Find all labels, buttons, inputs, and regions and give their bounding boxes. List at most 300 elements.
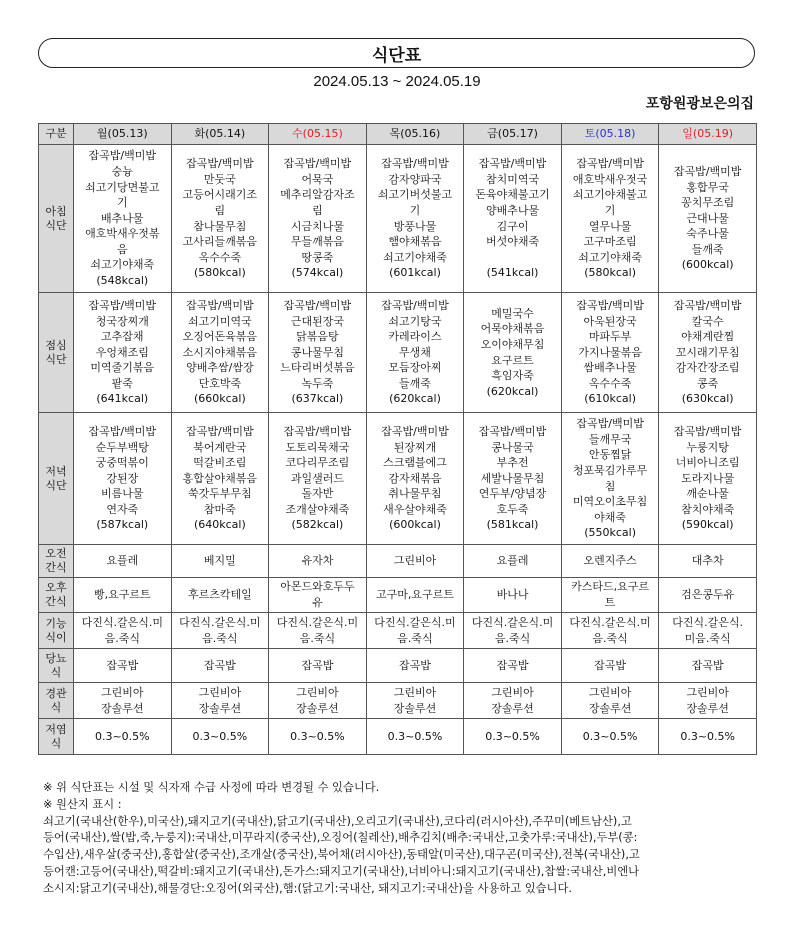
row-label: [39, 578, 74, 613]
menu-item: 홍합무국: [686, 180, 729, 194]
menu-item: 잡곡밥/백미밥: [186, 298, 254, 312]
menu-cell: [464, 545, 562, 578]
row-label-text: 아침: [45, 204, 67, 218]
menu-cell: [561, 613, 659, 649]
day-header: 월(05.13): [74, 124, 172, 145]
menu-item: 장솔루션: [686, 701, 729, 715]
menu-item: (581kcal): [486, 518, 539, 532]
origin-line: 쇠고기(국내산(한우),미국산),돼지고기(국내산),닭고기(국내산),오리고기(국내산),코다리(러시아산),주꾸미(베트남산),고: [43, 814, 632, 828]
menu-cell: [269, 613, 367, 649]
diabetic-diet-row: [39, 649, 757, 683]
menu-item: 그린비아: [686, 685, 729, 699]
menu-item: 0.3~0.5%: [582, 729, 638, 743]
menu-item: 0.3~0.5%: [94, 729, 150, 743]
lunch-row: [39, 293, 757, 413]
menu-item: 감자채볶음: [388, 471, 442, 485]
menu-item: 참마죽: [203, 502, 236, 516]
menu-cell: [464, 293, 562, 413]
menu-item: 비름나물: [101, 487, 144, 501]
menu-item: 옥수수죽: [198, 250, 242, 264]
row-label-text: 식단: [45, 218, 67, 232]
menu-item: 잡곡밥: [301, 658, 334, 672]
menu-item: 잡곡밥/백미밥: [88, 149, 157, 163]
menu-item: 림: [214, 203, 226, 217]
menu-cell: [561, 545, 659, 578]
menu-period: 2024.05.13 ~ 2024.05.19: [313, 73, 481, 90]
menu-cell: [269, 719, 367, 755]
row-label: [39, 413, 74, 545]
menu-item: 다진식.갈은식.미: [179, 615, 261, 629]
menu-cell: [171, 545, 269, 578]
menu-cell: [464, 719, 562, 755]
menu-cell: [74, 613, 172, 649]
menu-item: 미역줄기볶음: [90, 361, 155, 375]
menu-item: 잡곡밥: [594, 658, 627, 672]
menu-item: 세발나물무침: [480, 471, 545, 485]
menu-item: 안동찜닭: [588, 448, 632, 462]
menu-item: 느타리버섯볶음: [280, 361, 355, 375]
menu-item: (610kcal): [584, 392, 636, 406]
day-header: 수(05.15): [269, 124, 367, 145]
menu-item: 고사리들깨볶음: [182, 235, 258, 249]
menu-item: (580kcal): [584, 266, 636, 280]
menu-item: 잡곡밥/백미밥: [381, 157, 449, 171]
menu-item: 들깨죽: [399, 376, 431, 390]
menu-item: (637kcal): [291, 392, 344, 406]
menu-item: 어묵국: [301, 172, 334, 186]
menu-item: 후르츠칵테일: [187, 588, 252, 602]
menu-item: 숙주나물: [686, 227, 729, 241]
menu-item: 부추전: [496, 456, 529, 470]
menu-item: 우엉채조림: [95, 345, 149, 359]
menu-item: (620kcal): [486, 384, 539, 398]
menu-item: (641kcal): [96, 392, 149, 406]
menu-item: 근대나물: [686, 211, 729, 225]
menu-item: 음: [116, 242, 128, 256]
menu-cell: [366, 578, 464, 613]
menu-item: 미역오이초무침: [572, 495, 648, 509]
menu-item: 0.3~0.5%: [680, 729, 735, 743]
menu-cell: [659, 545, 757, 578]
row-label: [39, 145, 74, 293]
menu-item: 트: [604, 596, 616, 609]
row-label: [39, 293, 74, 413]
menu-item: 그린비아: [296, 685, 339, 699]
menu-cell: [659, 578, 757, 613]
menu-cell: [561, 683, 659, 719]
menu-cell: [74, 145, 172, 293]
menu-item: 장솔루션: [588, 701, 632, 715]
menu-item: 쇠고기야채불고: [572, 188, 648, 202]
menu-item: 오이야채무침: [480, 337, 545, 351]
menu-item: (582kcal): [291, 518, 344, 532]
menu-item: 잡곡밥/백미밥: [186, 157, 254, 171]
menu-item: 애호박새우젓국: [572, 172, 648, 186]
menu-item: 들깨죽: [691, 242, 724, 256]
menu-item: 무들깨볶음: [290, 235, 344, 249]
menu-item: 미음.죽식: [684, 631, 731, 645]
menu-item: 침: [604, 479, 616, 493]
menu-item: (600kcal): [389, 518, 441, 532]
row-label-text: 식이: [45, 630, 67, 644]
dinner-row: [39, 413, 757, 545]
menu-item: 쑥갓두부무침: [187, 487, 252, 501]
menu-cell: [366, 545, 464, 578]
menu-item: 옥수수죽: [588, 376, 632, 390]
menu-item: 다진식.갈은식.미: [81, 615, 163, 629]
menu-item: 잡곡밥/백미밥: [478, 157, 547, 171]
menu-cell: [659, 613, 757, 649]
menu-cell: [561, 145, 659, 293]
row-label-text: 오전: [45, 547, 67, 560]
menu-item: 된장찌개: [393, 440, 437, 454]
row-label-text: 식: [50, 665, 62, 679]
menu-item: 잡곡밥: [106, 658, 139, 672]
menu-item: 잡곡밥/백미밥: [88, 298, 157, 312]
row-label-text: 간식: [45, 561, 67, 574]
page-title: 식단표: [38, 38, 755, 68]
menu-item: 카스타드,요구르: [571, 580, 650, 594]
notes: [43, 780, 763, 898]
menu-item: 요플레: [106, 554, 139, 568]
menu-item: 꼬시래기무침: [675, 345, 740, 359]
menu-item: 오징어돈육볶음: [182, 330, 258, 344]
menu-item: 잡곡밥/백미밥: [478, 424, 547, 438]
menu-item: 떡갈비조림: [193, 456, 247, 470]
menu-cell: [464, 649, 562, 683]
menu-cell: [366, 613, 464, 649]
menu-cell: [561, 719, 659, 755]
menu-item: 아몬드와호두두: [280, 580, 355, 594]
menu-item: 배추나물: [101, 211, 144, 225]
menu-cell: [269, 145, 367, 293]
menu-item: 조개살야채죽: [285, 502, 350, 516]
menu-item: 음.죽식: [202, 631, 238, 645]
menu-item: 코다리무조림: [285, 456, 350, 470]
menu-item: 잡곡밥: [399, 658, 431, 672]
menu-item: 잡곡밥/백미밥: [673, 164, 742, 178]
row-label-text: 저녁: [45, 464, 67, 478]
menu-item: 야채죽: [594, 510, 627, 524]
menu-item: 감자간장조림: [675, 361, 740, 375]
menu-item: 스크램블에그: [383, 456, 447, 470]
menu-item: 오렌지주스: [583, 554, 637, 568]
origin-line: 수입산),새우살(중국산),홍합살(중국산),조개살(중국산),북어채(러시아산),동태알(미국산),대구곤(미국산),전복(국내산),고: [43, 848, 640, 862]
row-label-text: 저염: [45, 722, 67, 736]
row-label: [39, 545, 74, 578]
origin-line: 소시지:닭고기(국내산),해물경단:오징어(외국산),햄:(닭고기:국내산, 돼지고기:국내산)을 사용하고 있습니다.: [43, 881, 572, 895]
menu-item: (587kcal): [96, 518, 149, 532]
menu-item: (620kcal): [389, 392, 441, 406]
weekly-menu-table: [38, 123, 757, 755]
menu-item: 누룽지탕: [686, 440, 729, 454]
menu-cell: [171, 578, 269, 613]
menu-item: 고등어시래기조: [182, 188, 258, 202]
corner-label: 구분: [39, 124, 74, 145]
menu-item: 대추차: [691, 554, 724, 568]
menu-cell: [74, 293, 172, 413]
menu-item: 다진식.갈은식.미: [374, 615, 456, 629]
menu-item: 음.죽식: [397, 631, 433, 645]
menu-item: 0.3~0.5%: [387, 729, 443, 743]
menu-item: 방풍나물: [393, 219, 437, 233]
menu-item: 다진식.갈은식.미: [276, 615, 359, 629]
menu-cell: [74, 545, 172, 578]
row-label: [39, 613, 74, 649]
menu-item: 연자죽: [106, 502, 139, 516]
menu-item: 쇠고기야채죽: [383, 250, 447, 264]
menu-cell: [74, 719, 172, 755]
menu-item: 기: [116, 196, 128, 210]
menu-item: (590kcal): [681, 518, 734, 532]
menu-item: 요구르트: [491, 353, 534, 367]
menu-item: 취나물무침: [388, 487, 442, 501]
day-header-row: [39, 124, 757, 145]
menu-item: 그린비아: [393, 685, 437, 699]
menu-cell: [366, 413, 464, 545]
menu-cell: [366, 683, 464, 719]
menu-item: 0.3~0.5%: [192, 729, 248, 743]
menu-item: 강된장: [106, 471, 139, 485]
day-header: 일(05.19): [659, 124, 757, 145]
row-label: [39, 719, 74, 755]
menu-item: 칼국수: [691, 314, 724, 328]
menu-item: 장솔루션: [491, 701, 534, 715]
menu-item: 어묵야채볶음: [480, 322, 545, 336]
menu-cell: [464, 413, 562, 545]
menu-item: 잡곡밥/백미밥: [283, 298, 352, 312]
menu-item: 잡곡밥: [203, 658, 236, 672]
menu-item: 검은콩두유: [681, 588, 735, 602]
menu-item: 콩나물국: [491, 440, 534, 454]
menu-cell: [464, 145, 562, 293]
menu-item: 가지나물볶음: [578, 345, 642, 359]
menu-item: 기: [604, 203, 616, 217]
menu-item: 청포묵김가루무: [572, 463, 648, 477]
menu-item: 0.3~0.5%: [290, 729, 345, 743]
day-header: 목(05.16): [366, 124, 464, 145]
menu-item: (630kcal): [681, 392, 734, 406]
menu-item: 근대된장국: [290, 314, 344, 328]
menu-item: 북어계란국: [193, 440, 247, 454]
menu-item: 메밀국수: [491, 306, 534, 320]
menu-item: 잡곡밥/백미밥: [381, 298, 449, 312]
menu-item: 김구이: [496, 219, 529, 233]
menu-item: [511, 250, 515, 266]
menu-cell: [269, 578, 367, 613]
menu-cell: [464, 613, 562, 649]
am-snack-row: [39, 545, 757, 578]
menu-cell: [659, 413, 757, 545]
menu-item: 콩나물무침: [290, 345, 344, 359]
menu-item: 잡곡밥/백미밥: [88, 424, 157, 438]
menu-item: 잡곡밥: [691, 658, 724, 672]
menu-item: 청국장찌개: [95, 314, 149, 328]
menu-item: 그린비아: [393, 554, 437, 568]
menu-item: 야채계란찜: [681, 330, 735, 344]
menu-item: 잡곡밥/백미밥: [283, 157, 352, 171]
menu-item: 호두죽: [496, 502, 529, 516]
menu-item: 애호박새우젓볶: [85, 227, 160, 241]
menu-item: 쇠고기당면불고: [85, 180, 160, 194]
menu-item: 고추잡채: [101, 330, 144, 344]
menu-cell: [659, 649, 757, 683]
menu-item: (640kcal): [193, 518, 246, 532]
menu-item: 장솔루션: [393, 701, 437, 715]
menu-cell: [269, 545, 367, 578]
menu-item: 땅콩죽: [301, 250, 334, 264]
menu-cell: [659, 293, 757, 413]
menu-item: (550kcal): [584, 526, 636, 540]
menu-item: 모듬장아찌: [388, 361, 442, 375]
menu-item: 단호박죽: [198, 376, 242, 390]
menu-cell: [464, 578, 562, 613]
menu-cell: [171, 683, 269, 719]
low-salt-row: [39, 719, 757, 755]
menu-item: 양배추나물: [485, 203, 540, 217]
menu-item: 장솔루션: [296, 701, 339, 715]
menu-item: 유자차: [301, 554, 334, 568]
menu-item: 잡곡밥/백미밥: [576, 417, 644, 431]
menu-item: 들깨무국: [588, 432, 632, 446]
menu-item: 다진식.갈은식.미: [569, 615, 651, 629]
row-label-text: 오후: [45, 581, 67, 594]
origin-line: 등어(국내산),쌀(밥,죽,누룽지):국내산,미꾸라지(중국산),오징어(칠레산),배추김치(배추:국내산,고춧가루:국내산),두부(콩:: [43, 831, 638, 845]
menu-item: 림: [312, 203, 323, 217]
menu-item: 시금치나물: [290, 219, 344, 233]
menu-item: (600kcal): [681, 258, 734, 272]
menu-item: 새우살야채죽: [383, 502, 447, 516]
menu-item: (574kcal): [291, 266, 344, 280]
menu-item: 그린비아: [198, 685, 242, 699]
menu-item: 잡곡밥/백미밥: [576, 298, 644, 312]
menu-cell: [74, 683, 172, 719]
row-label-text: 기능: [45, 616, 67, 630]
menu-item: (580kcal): [193, 266, 246, 280]
menu-item: 잡곡밥/백미밥: [283, 424, 352, 438]
menu-cell: [366, 293, 464, 413]
menu-item: 그린비아: [491, 685, 534, 699]
menu-item: (541kcal): [486, 266, 539, 280]
menu-item: 깨순나물: [686, 487, 729, 501]
menu-cell: [269, 293, 367, 413]
menu-item: 유: [312, 596, 323, 609]
menu-item: 쇠고기미역국: [187, 314, 252, 328]
menu-cell: [171, 293, 269, 413]
menu-item: 잡곡밥/백미밥: [186, 424, 254, 438]
breakfast-row: [39, 145, 757, 293]
menu-item: 카레라이스: [388, 330, 442, 344]
menu-cell: [659, 719, 757, 755]
menu-item: 참나물무침: [193, 219, 247, 233]
menu-item: 장솔루션: [198, 701, 242, 715]
menu-item: 아욱된장국: [583, 314, 637, 328]
menu-item: 장솔루션: [101, 701, 144, 715]
menu-item: 고구마조림: [583, 235, 637, 249]
origin-heading: ※ 원산지 표시 :: [43, 797, 122, 811]
tube-feeding-row: [39, 683, 757, 719]
menu-item: 과일샐러드: [290, 471, 344, 485]
menu-cell: [659, 683, 757, 719]
pm-snack-row: [39, 578, 757, 613]
menu-item: 메추리알감자조: [280, 188, 355, 202]
menu-item: 다진식.갈은식.미: [471, 615, 554, 629]
menu-item: (601kcal): [389, 266, 441, 280]
menu-item: 햄야채볶음: [388, 235, 442, 249]
menu-item: 0.3~0.5%: [485, 729, 540, 743]
menu-item: 쇠고기버섯불고: [377, 188, 453, 202]
menu-cell: [74, 649, 172, 683]
day-header: 토(05.18): [561, 124, 659, 145]
menu-item: 베지밀: [203, 554, 236, 568]
menu-item: 감자양파국: [388, 172, 442, 186]
menu-cell: [366, 649, 464, 683]
menu-item: 도라지나물: [681, 471, 735, 485]
organization-name: 포항원광보은의집: [645, 96, 754, 112]
origin-list: [43, 814, 763, 898]
menu-item: 음.죽식: [592, 631, 628, 645]
functional-diet-row: [39, 613, 757, 649]
menu-cell: [269, 649, 367, 683]
menu-item: 양배추쌈/쌈장: [186, 361, 254, 375]
menu-item: 홍합살야채볶음: [182, 471, 258, 485]
menu-cell: [561, 413, 659, 545]
menu-item: 순두부백탕: [95, 440, 149, 454]
menu-cell: [171, 719, 269, 755]
menu-item: 돈육야채불고기: [475, 188, 550, 202]
change-notice: ※ 위 식단표는 시설 및 식자재 수급 사정에 따라 변경될 수 있습니다.: [43, 781, 380, 794]
menu-item: 만둣국: [203, 172, 236, 186]
row-label-text: 당뇨: [45, 651, 67, 665]
menu-cell: [561, 293, 659, 413]
menu-item: 열무나물: [588, 219, 632, 233]
menu-item: 그린비아: [101, 685, 144, 699]
menu-item: 녹두죽: [301, 376, 334, 390]
row-label: [39, 683, 74, 719]
menu-cell: [561, 578, 659, 613]
menu-item: 무생채: [399, 345, 431, 359]
row-label-text: 식단: [45, 352, 67, 366]
row-label-text: 식단: [45, 478, 67, 492]
menu-item: 그린비아: [588, 685, 632, 699]
menu-item: 빵,요구르트: [93, 588, 151, 602]
menu-cell: [171, 649, 269, 683]
menu-item: 잡곡밥/백미밥: [381, 424, 449, 438]
menu-item: 음.죽식: [299, 631, 336, 645]
menu-item: 기: [409, 203, 421, 217]
menu-item: 돌자반: [301, 487, 334, 501]
row-label: [39, 649, 74, 683]
menu-item: (660kcal): [193, 392, 246, 406]
menu-item: 고구마,요구르트: [376, 588, 454, 602]
menu-cell: [171, 413, 269, 545]
menu-item: 다진식.갈은식.: [672, 615, 744, 629]
row-label-text: 식: [50, 736, 62, 750]
menu-item: 팥죽: [111, 376, 133, 390]
menu-item: 콩죽: [697, 376, 719, 390]
menu-item: 잡곡밥/백미밥: [576, 157, 644, 171]
day-header: 금(05.17): [464, 124, 562, 145]
menu-cell: [74, 413, 172, 545]
menu-cell: [464, 683, 562, 719]
menu-item: 잡곡밥: [496, 658, 529, 672]
menu-item: 꽁치무조림: [681, 196, 735, 210]
menu-item: 참치미역국: [485, 172, 540, 186]
menu-item: 요플레: [496, 554, 529, 568]
menu-item: 음.죽식: [104, 631, 140, 645]
menu-item: 쌈배추나물: [583, 361, 637, 375]
menu-item: 흑임자죽: [491, 369, 534, 383]
